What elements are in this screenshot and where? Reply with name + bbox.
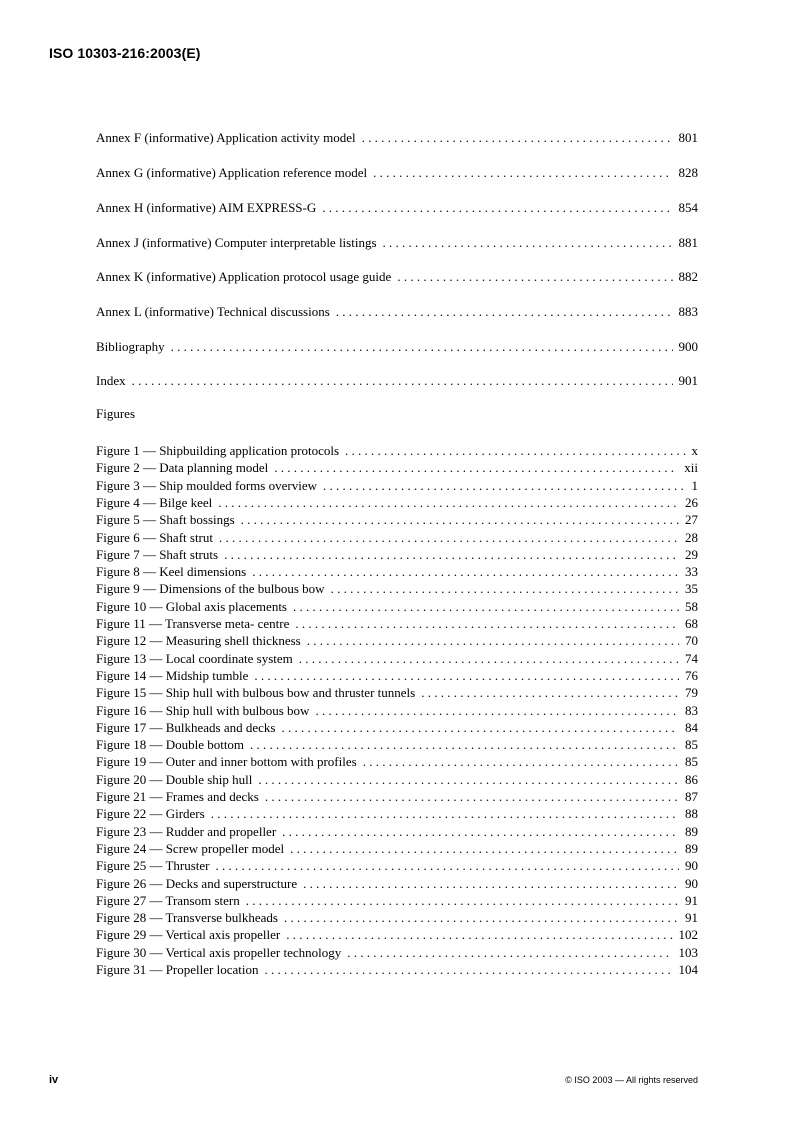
dot-leader: [331, 580, 679, 597]
toc-entry-label: Figure 29 — Vertical axis propeller: [96, 927, 281, 943]
dot-leader: [323, 477, 686, 494]
dot-leader: [373, 164, 672, 181]
footer-page-number: iv: [49, 1074, 59, 1086]
toc-entry-page: 76: [685, 667, 698, 683]
dot-leader: [274, 459, 678, 476]
toc-entry-figure-27[interactable]: [96, 892, 698, 909]
toc-entry-label: Figure 30 — Vertical axis propeller technology: [96, 944, 342, 960]
toc-entry-label: Figure 14 — Midship tumble: [96, 667, 249, 683]
dot-leader: [322, 199, 672, 216]
toc-entry-label: Figure 19 — Outer and inner bottom with profiles: [96, 754, 357, 770]
toc-entry-label: Figure 1 — Shipbuilding application protocols: [96, 443, 340, 458]
toc-entry-label: Figure 8 — Keel dimensions: [96, 564, 247, 580]
toc-entry-label: Figure 9 — Dimensions of the bulbous bow: [96, 581, 325, 597]
toc-entry-label: Figure 15 — Ship hull with bulbous bow and thruster tunnels: [96, 685, 416, 701]
toc-entry-page: 91: [685, 910, 698, 926]
dot-leader: [254, 667, 679, 684]
toc-entry-figure-6[interactable]: [96, 529, 698, 546]
dot-leader: [252, 563, 679, 580]
toc-entry-page: 883: [678, 304, 698, 319]
toc-entry-label: Figure 27 — Transom stern: [96, 892, 240, 908]
toc-entry-figure-24[interactable]: [96, 840, 698, 857]
toc-entry-page: 89: [685, 840, 698, 856]
toc-entry-bibliography[interactable]: [96, 338, 698, 355]
toc-entry-annex-f[interactable]: [96, 129, 698, 146]
toc-entry-page: 68: [685, 616, 698, 631]
toc-entry-page: 85: [685, 754, 698, 770]
toc-entry-figure-1[interactable]: [96, 442, 698, 459]
toc-entry-figure-28[interactable]: [96, 909, 698, 926]
dot-leader: [286, 926, 672, 943]
toc-entry-figure-26[interactable]: [96, 875, 698, 892]
toc-entry-page: 35: [685, 581, 698, 597]
toc-entry-label: Figure 21 — Frames and decks: [96, 789, 259, 804]
toc-entry-figure-11[interactable]: [96, 615, 698, 632]
toc-entry-page: 84: [685, 719, 698, 735]
toc-entry-figure-12[interactable]: [96, 632, 698, 649]
dot-leader: [282, 823, 679, 840]
dot-leader: [250, 736, 679, 753]
toc-entry-figure-2[interactable]: [96, 459, 698, 476]
toc-entry-figure-3[interactable]: [96, 477, 698, 494]
document-id: ISO 10303-216:2003(E): [49, 45, 201, 61]
dot-leader: [345, 442, 685, 459]
toc-entry-figure-18[interactable]: [96, 736, 698, 753]
toc-entry-label: Annex H (informative) AIM EXPRESS-G: [96, 200, 317, 215]
toc-entry-page: 854: [678, 200, 698, 215]
toc-entry-label: Figure 6 — Shaft strut: [96, 529, 213, 545]
dot-leader: [284, 909, 679, 926]
toc-entry-page: 828: [678, 165, 698, 180]
toc-entry-index[interactable]: [96, 372, 698, 389]
toc-entry-figure-5[interactable]: [96, 511, 698, 528]
footer-copyright: © ISO 2003 — All rights reserved: [565, 1075, 698, 1085]
dot-leader: [264, 961, 672, 978]
toc-entry-label: Annex K (informative) Application protocol usage guide: [96, 269, 392, 284]
dot-leader: [315, 702, 679, 719]
dot-leader: [362, 129, 673, 146]
toc-entry-label: Bibliography: [96, 339, 165, 354]
toc-entry-page: 26: [685, 494, 698, 510]
dot-leader: [383, 234, 673, 251]
toc-entry-label: Figure 26 — Decks and superstructure: [96, 875, 298, 891]
dot-leader: [336, 303, 673, 320]
toc-entry-annex-l[interactable]: [96, 303, 698, 320]
dot-leader: [307, 632, 679, 649]
toc-entry-label: Annex G (informative) Application reference model: [96, 165, 368, 180]
dot-leader: [171, 338, 673, 355]
toc-entry-figure-9[interactable]: [96, 580, 698, 597]
toc-entry-label: Index: [96, 373, 126, 388]
toc-entry-page: 27: [685, 512, 698, 528]
dot-leader: [421, 684, 679, 701]
dot-leader: [216, 857, 680, 874]
toc-entry-page: 70: [685, 633, 698, 649]
toc-entry-page: 89: [685, 823, 698, 839]
toc-entry-label: Figure 12 — Measuring shell thickness: [96, 633, 301, 649]
toc-entry-label: Annex J (informative) Computer interpretable listings: [96, 235, 377, 250]
toc-entry-label: Figure 24 — Screw propeller model: [96, 840, 285, 856]
toc-entry-page: 103: [678, 944, 698, 960]
toc-entry-page: 29: [685, 546, 698, 562]
toc-entry-label: Figure 11 — Transverse meta- centre: [96, 616, 290, 631]
toc-entry-page: 33: [685, 564, 698, 580]
toc-entry-figure-25[interactable]: [96, 857, 698, 874]
toc-entry-page: 104: [678, 962, 698, 977]
dot-leader: [265, 788, 679, 805]
toc-entry-figure-15[interactable]: [96, 684, 698, 701]
dot-leader: [224, 546, 679, 563]
toc-entry-page: 91: [685, 892, 698, 908]
dot-leader: [281, 719, 679, 736]
dot-leader: [295, 615, 679, 632]
dot-leader: [363, 753, 679, 770]
toc-entry-label: Figure 5 — Shaft bossings: [96, 512, 235, 528]
toc-entry-figure-8[interactable]: [96, 563, 698, 580]
toc-entry-figure-30[interactable]: [96, 944, 698, 961]
toc-entry-page: 881: [678, 235, 698, 250]
dot-leader: [299, 650, 679, 667]
toc-entry-figure-23[interactable]: [96, 823, 698, 840]
toc-entry-annex-k[interactable]: [96, 268, 698, 285]
dot-leader: [303, 875, 679, 892]
toc-entry-label: Figure 7 — Shaft struts: [96, 546, 219, 562]
toc-entry-page: 83: [685, 702, 698, 718]
dot-leader: [246, 892, 679, 909]
toc-entry-label: Annex L (informative) Technical discussions: [96, 304, 330, 319]
dot-leader: [132, 372, 673, 389]
toc-entry-annex-g[interactable]: [96, 164, 698, 181]
toc-entry-page: 882: [678, 269, 698, 284]
toc-entry-label: Figure 28 — Transverse bulkheads: [96, 910, 278, 926]
toc-entry-page: 87: [685, 789, 698, 804]
toc-entry-label: Figure 25 — Thruster: [96, 858, 210, 874]
toc-entry-label: Figure 23 — Rudder and propeller: [96, 823, 277, 839]
toc-entry-page: 102: [678, 927, 698, 943]
dot-leader: [397, 268, 672, 285]
toc-entry-page: 801: [678, 130, 698, 145]
toc-entry-figure-7[interactable]: [96, 546, 698, 563]
toc-entry-annex-h[interactable]: [96, 199, 698, 216]
toc-entry-figure-4[interactable]: [96, 494, 698, 511]
toc-entry-page: 58: [685, 598, 698, 614]
dot-leader: [218, 494, 679, 511]
toc-entry-figure-17[interactable]: [96, 719, 698, 736]
toc-entry-label: Figure 3 — Ship moulded forms overview: [96, 477, 317, 493]
toc-entry-page: 1: [691, 477, 698, 493]
toc-entry-figure-22[interactable]: [96, 805, 698, 822]
toc-entry-figure-29[interactable]: [96, 926, 698, 943]
toc-entry-page: 85: [685, 737, 698, 753]
dot-leader: [219, 529, 679, 546]
toc-entry-figure-20[interactable]: [96, 771, 698, 788]
toc-entry-figure-14[interactable]: [96, 667, 698, 684]
dot-leader: [293, 598, 679, 615]
dot-leader: [241, 511, 679, 528]
toc-entry-page: 90: [685, 875, 698, 891]
toc-entry-figure-13[interactable]: [96, 650, 698, 667]
toc-entry-label: Figure 4 — Bilge keel: [96, 494, 213, 510]
dot-leader: [211, 805, 679, 822]
toc-entry-figure-21[interactable]: [96, 788, 698, 805]
toc-entry-figure-16[interactable]: [96, 702, 698, 719]
figures-heading: Figures: [96, 406, 135, 421]
toc-entry-page: 28: [685, 529, 698, 545]
toc-entry-page: 74: [685, 650, 698, 666]
toc-entry-page: x: [691, 443, 698, 458]
toc-entry-figure-19[interactable]: [96, 753, 698, 770]
toc-entry-label: Figure 2 — Data planning model: [96, 460, 269, 476]
toc-entry-label: Figure 10 — Global axis placements: [96, 598, 287, 614]
toc-entry-page: 901: [678, 373, 698, 388]
dot-leader: [347, 944, 672, 961]
toc-entry-page: 900: [678, 339, 698, 354]
toc-entry-page: 90: [685, 858, 698, 874]
toc-entry-figure-10[interactable]: [96, 598, 698, 615]
dot-leader: [258, 771, 679, 788]
toc-entry-annex-j[interactable]: [96, 234, 698, 251]
toc-entry-page: xii: [684, 460, 698, 476]
toc-entry-page: 79: [685, 685, 698, 701]
dot-leader: [290, 840, 679, 857]
toc-entry-label: Figure 20 — Double ship hull: [96, 771, 253, 787]
toc-entry-page: 86: [685, 771, 698, 787]
toc-entry-label: Figure 17 — Bulkheads and decks: [96, 719, 276, 735]
toc-entry-label: Figure 31 — Propeller location: [96, 962, 259, 977]
toc-entry-label: Figure 13 — Local coordinate system: [96, 650, 293, 666]
toc-entry-label: Figure 16 — Ship hull with bulbous bow: [96, 702, 310, 718]
toc-entry-label: Annex F (informative) Application activity model: [96, 130, 356, 145]
toc-entry-label: Figure 18 — Double bottom: [96, 737, 245, 753]
toc-entry-figure-31[interactable]: [96, 961, 698, 978]
toc-entry-label: Figure 22 — Girders: [96, 806, 205, 822]
toc-entry-page: 88: [685, 806, 698, 822]
